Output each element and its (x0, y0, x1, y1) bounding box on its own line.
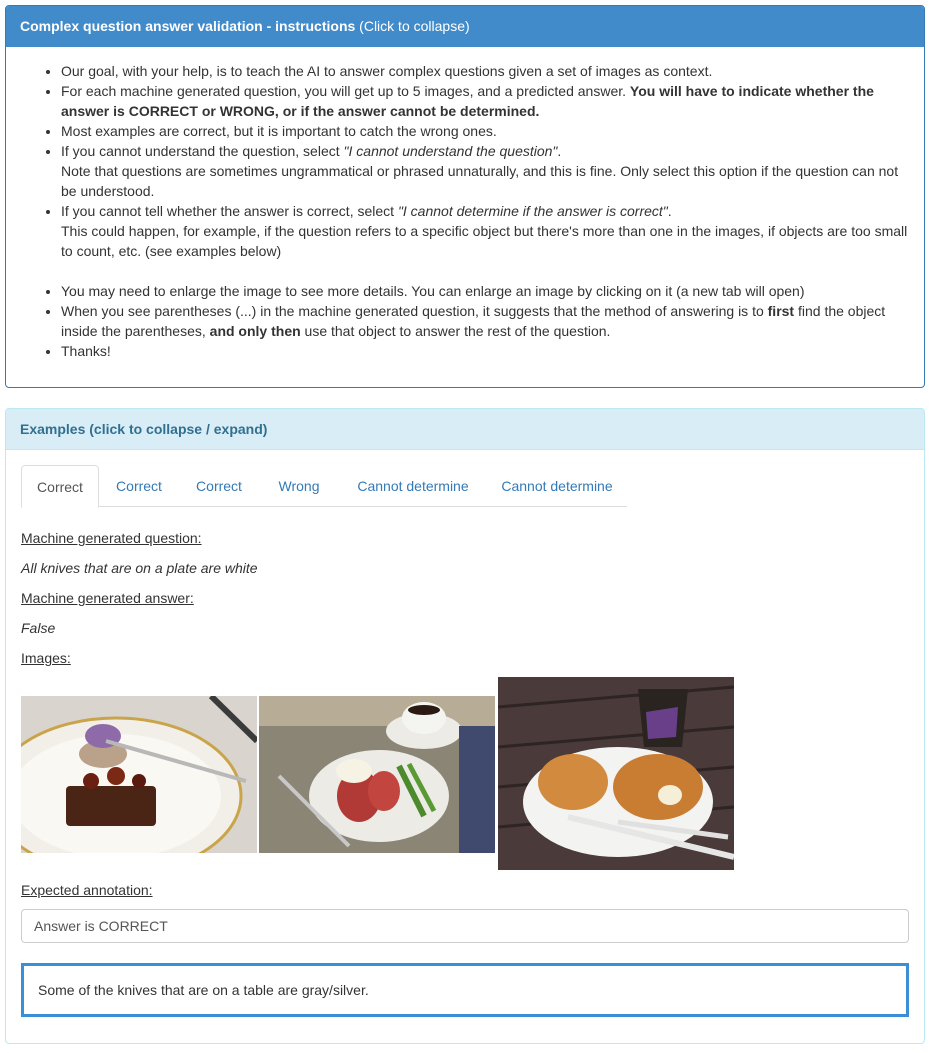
pancakes-plate-photo[interactable] (498, 677, 734, 870)
list-item: • For each machine generated question, you will get up to 5 images, and a predicted answer. You will have to indicate whether the answer is CORRECT or WRONG, or if the answer cannot be determined. (61, 81, 910, 121)
list-item: • If you cannot understand the question, select "I cannot understand the question". Note that questions are sometimes ungrammatical or phrased unnaturally, and this is fine. Only select this option if the question can not be understood. (61, 141, 910, 201)
list-item: • When you see parentheses (...) in the machine generated question, it suggests that the method of answering is to first find the object inside the parentheses, and only then use that object to answer the rest of the question. (61, 301, 910, 341)
instructions-header[interactable] (6, 6, 924, 47)
examples-header[interactable] (6, 409, 924, 450)
example-tabs (21, 465, 627, 507)
instructions-body (6, 47, 924, 361)
expected-annotation-label: Expected annotation: (21, 882, 153, 898)
instructions-list (20, 61, 910, 361)
instructions-panel (5, 5, 925, 388)
images-label: Images: (21, 650, 71, 666)
list-item: • Most examples are correct, but it is important to catch the wrong ones. (61, 121, 910, 141)
list-item: • Thanks! (61, 341, 910, 361)
tab-wrong[interactable]: Wrong (278, 478, 320, 494)
explanation-box: Some of the knives that are on a table are gray/silver. (21, 963, 909, 1017)
tab-correct-2[interactable]: Correct (116, 478, 162, 494)
question-text: All knives that are on a plate are white (21, 560, 258, 576)
list-item: • If you cannot tell whether the answer is correct, select "I cannot determine if the answer is correct". This could happen, for example, if the question refers to a specific object but there's more than one in the images, if objects are too small to count, etc. (see examples below) (61, 201, 910, 261)
examples-panel (5, 408, 925, 1044)
instructions-title: Complex question answer validation - instructions (20, 18, 356, 34)
list-item: • You may need to enlarge the image to see more details. You can enlarge an image by clicking on it (a new tab will open) (61, 281, 910, 301)
question-label: Machine generated question: (21, 530, 202, 546)
tab-cannot-determine-2[interactable]: Cannot determine (501, 478, 613, 494)
tab-correct-3[interactable]: Correct (196, 478, 242, 494)
breakfast-plate-photo[interactable] (259, 696, 495, 853)
list-item: • Our goal, with your help, is to teach the AI to answer complex questions given a set of images as context. (61, 61, 910, 81)
tab-correct-1[interactable]: Correct (21, 465, 99, 508)
tab-cannot-determine-1[interactable]: Cannot determine (357, 478, 469, 494)
expected-annotation-field[interactable]: Answer is CORRECT (21, 909, 909, 943)
dessert-plate-photo[interactable] (21, 696, 257, 853)
examples-title: Examples (click to collapse / expand) (20, 421, 268, 437)
answer-text: False (21, 620, 56, 636)
answer-label: Machine generated answer: (21, 590, 194, 606)
instructions-collapse-hint: (Click to collapse) (355, 18, 470, 34)
